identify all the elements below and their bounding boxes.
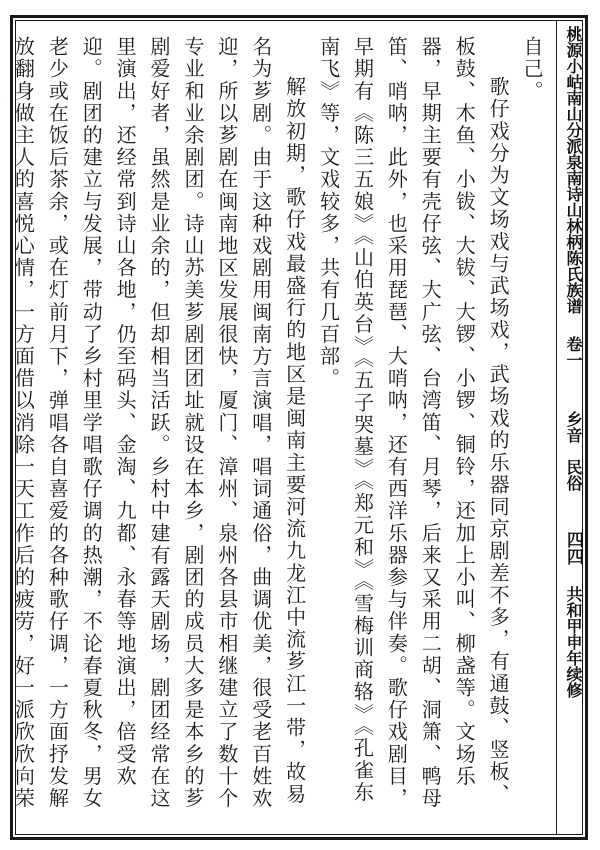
body-paragraph: 自己。: [520, 36, 544, 103]
section-label: 乡音 民俗: [564, 411, 583, 492]
body-paragraph: 歌仔戏分为文场戏与武场戏，武场戏的乐器同京剧差不多，有通鼓、竖板、板鼓、木鱼、小钹、大钹、大锣、小锣、铜铃，还加上小叫、柳盏等。文场乐器，早期主要有壳仔弦、大广弦、台湾笛、月琴，后来又采用二胡、洞箫、鸭母笛、哨呐，此外，也采用琵琶、大哨呐，还有西洋乐器参与伴奏。歌仔戏剧目，早期有《陈三五娘》《山伯英台》《五子哭墓》《郑元和》《雪梅训商辂》《孔雀东南飞》等，文戏较多，共有几百部。: [316, 36, 511, 810]
edition-label: 共和甲申年续修: [564, 586, 583, 699]
volume-label: 卷一: [564, 335, 583, 368]
page-number: 四四: [563, 530, 583, 565]
side-header: [558, 26, 588, 831]
genealogy-title: 桃源小岵南山分派泉南诗山林柄陈氏族谱: [564, 26, 583, 314]
document-body: [11, 36, 548, 816]
side-column-divider: [556, 20, 557, 835]
body-paragraph: 解放初期，歌仔戏最盛行的地区是闽南主要河流九龙江中流芗江一带，故易名为芗剧。由于这种戏剧用闽南方言演唱，唱词通俗，曲调优美，很受老百姓欢迎，所以芗剧在闽南地区发展很快，厦门、漳州、泉州各县市相继建立了数十个专业和业余剧团。诗山苏美芗剧团团址就设在本乡，剧团的成员大多是本乡的芗剧爱好者，虽然是业余的，但却相当活跃。乡村中建有露天剧场，剧团经常在这里演出，还经常到诗山各地，仍至码头、金淘、九都、永春等地演出，倍受欢迎。剧团的建立与发展，带动了乡村里学唱歌仔调的热潮，不论春夏秋冬，男女老少或在饭后茶余，或在灯前月下，弹唱各自喜爱的各种歌仔调，一方面抒发解放翻身做主人的喜悦心情，一方面借以消除一天工作后的疲劳，好一派欣欣向荣: [11, 36, 307, 810]
